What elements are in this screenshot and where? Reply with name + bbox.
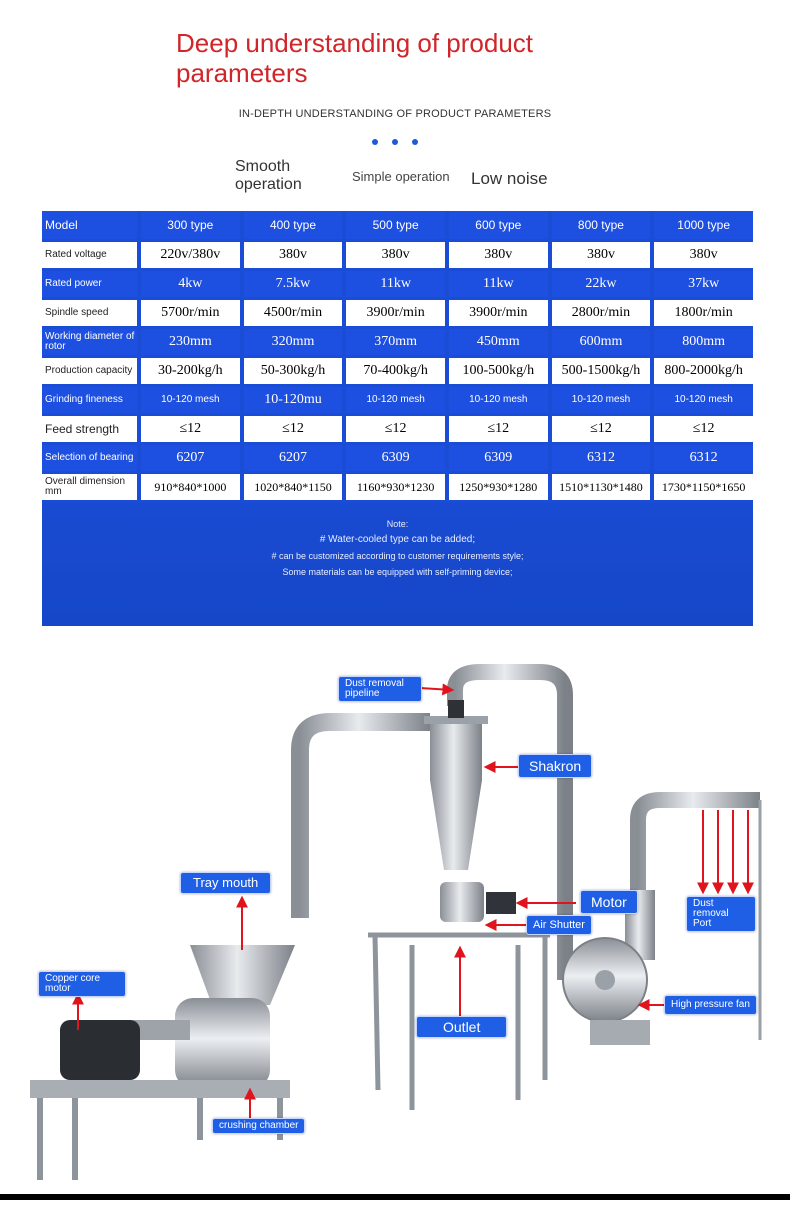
notes-line: Some materials can be equipped with self-priming device; [282, 567, 513, 577]
table-header-row [42, 211, 753, 242]
label-high-pressure-fan: High pressure fan [664, 995, 757, 1015]
row-label: Feed strength [42, 416, 137, 445]
table-cell: 6309 [342, 445, 445, 474]
table-cell: 800-2000kg/h [650, 358, 753, 387]
header-cell: 500 type [342, 211, 445, 242]
table-cell: 6309 [445, 445, 548, 474]
table-row [42, 300, 753, 329]
notes-line: # can be customized according to customer requirements style; [271, 551, 524, 561]
table-row [42, 474, 753, 503]
row-label: Working diameter of rotor [42, 329, 137, 358]
table-cell: 10-120 mesh [548, 387, 651, 416]
table-cell: 50-300kg/h [240, 358, 343, 387]
table-row [42, 445, 753, 474]
row-label: Selection of bearing [42, 445, 137, 474]
dust-pipe [300, 722, 430, 918]
table-cell: ≤12 [342, 416, 445, 445]
table-cell: 1730*1150*1650 [650, 474, 753, 503]
row-label: Spindle speed [42, 300, 137, 329]
label-dust-removal-pipeline: Dust removal pipeline [338, 676, 422, 702]
feature-low-noise: Low noise [471, 169, 548, 188]
table-cell: 10-120 mesh [445, 387, 548, 416]
table-cell: 4500r/min [240, 300, 343, 329]
table-cell: 380v [342, 242, 445, 271]
row-label: Production capacity [42, 358, 137, 387]
table-cell: 22kw [548, 271, 651, 300]
page-subtitle: IN-DEPTH UNDERSTANDING OF PRODUCT PARAMETERS [238, 108, 552, 120]
table-cell: 1250*930*1280 [445, 474, 548, 503]
notes-block [42, 516, 753, 580]
table-cell: ≤12 [548, 416, 651, 445]
header-cell: 800 type [548, 211, 651, 242]
table-cell: 10-120 mesh [137, 387, 240, 416]
air-shutter-icon [440, 882, 484, 922]
dust-port-arrows [703, 810, 748, 892]
table-cell: 6207 [240, 445, 343, 474]
table-cell: 380v [650, 242, 753, 271]
table-cell: 10-120 mesh [342, 387, 445, 416]
table-cell: 1800r/min [650, 300, 753, 329]
table-cell: 6312 [548, 445, 651, 474]
table-cell: 380v [240, 242, 343, 271]
table-cell: 910*840*1000 [137, 474, 240, 503]
label-crushing-chamber: crushing chamber [212, 1118, 305, 1134]
row-label: Grinding fineness [42, 387, 137, 416]
small-motor-icon [486, 892, 516, 914]
row-label: Overall dimension mm [42, 474, 137, 503]
table-cell: 380v [548, 242, 651, 271]
label-shakron: Shakron [518, 754, 592, 778]
row-label: Rated voltage [42, 242, 137, 271]
table-cell: 800mm [650, 329, 753, 358]
table-row [42, 271, 753, 300]
feature-simple-operation: Simple operation [352, 169, 450, 184]
table-cell: 320mm [240, 329, 343, 358]
table-cell: 70-400kg/h [342, 358, 445, 387]
table-cell: 370mm [342, 329, 445, 358]
parameters-panel [42, 211, 753, 626]
table-row [42, 329, 753, 358]
table-cell: 3900r/min [342, 300, 445, 329]
label-air-shutter: Air Shutter [526, 915, 592, 935]
table-cell: 220v/380v [137, 242, 240, 271]
header-cell: 1000 type [650, 211, 753, 242]
table-cell: 100-500kg/h [445, 358, 548, 387]
row-label: Rated power [42, 271, 137, 300]
table-cell: 600mm [548, 329, 651, 358]
header-cell: 600 type [445, 211, 548, 242]
label-copper-core-motor: Copper core motor [38, 971, 126, 997]
table-cell: 10-120 mesh [650, 387, 753, 416]
table-cell: 500-1500kg/h [548, 358, 651, 387]
label-dust-removal-port: Dust removal Port [686, 896, 756, 932]
table-cell: 230mm [137, 329, 240, 358]
label-motor: Motor [580, 890, 638, 914]
table-row [42, 358, 753, 387]
bottom-bar [0, 1194, 790, 1200]
table-cell: ≤12 [650, 416, 753, 445]
table-cell: 6207 [137, 445, 240, 474]
machine-diagram [0, 660, 790, 1200]
table-cell: 11kw [445, 271, 548, 300]
table-row [42, 387, 753, 416]
table-cell: 1160*930*1230 [342, 474, 445, 503]
table-cell: 37kw [650, 271, 753, 300]
label-outlet: Outlet [416, 1016, 507, 1038]
parameters-table [42, 211, 753, 503]
table-cell: 1510*1130*1480 [548, 474, 651, 503]
table-cell: 3900r/min [445, 300, 548, 329]
header-cell: 300 type [137, 211, 240, 242]
header-cell: 400 type [240, 211, 343, 242]
table-row [42, 242, 753, 271]
table-cell: ≤12 [240, 416, 343, 445]
table-cell: ≤12 [137, 416, 240, 445]
notes-heading: Note: [386, 519, 409, 529]
table-cell: 5700r/min [137, 300, 240, 329]
table-cell: 380v [445, 242, 548, 271]
decorative-dots [0, 132, 790, 150]
page-title: Deep understanding of product parameters [176, 28, 534, 88]
notes-line: # Water-cooled type can be added; [319, 534, 476, 545]
table-row [42, 416, 753, 445]
table-cell: 2800r/min [548, 300, 651, 329]
table-cell: 450mm [445, 329, 548, 358]
cyclone-icon [424, 700, 488, 870]
table-cell: 4kw [137, 271, 240, 300]
table-cell: ≤12 [445, 416, 548, 445]
table-cell: 7.5kw [240, 271, 343, 300]
feature-smooth-operation: Smooth operation [235, 158, 302, 193]
header-cell: Model [42, 211, 137, 242]
table-cell: 1020*840*1150 [240, 474, 343, 503]
table-cell: 10-120mu [240, 387, 343, 416]
table-cell: 11kw [342, 271, 445, 300]
table-cell: 6312 [650, 445, 753, 474]
table-cell: 30-200kg/h [137, 358, 240, 387]
machine-illustration [0, 660, 790, 1200]
label-tray-mouth: Tray mouth [180, 872, 271, 894]
